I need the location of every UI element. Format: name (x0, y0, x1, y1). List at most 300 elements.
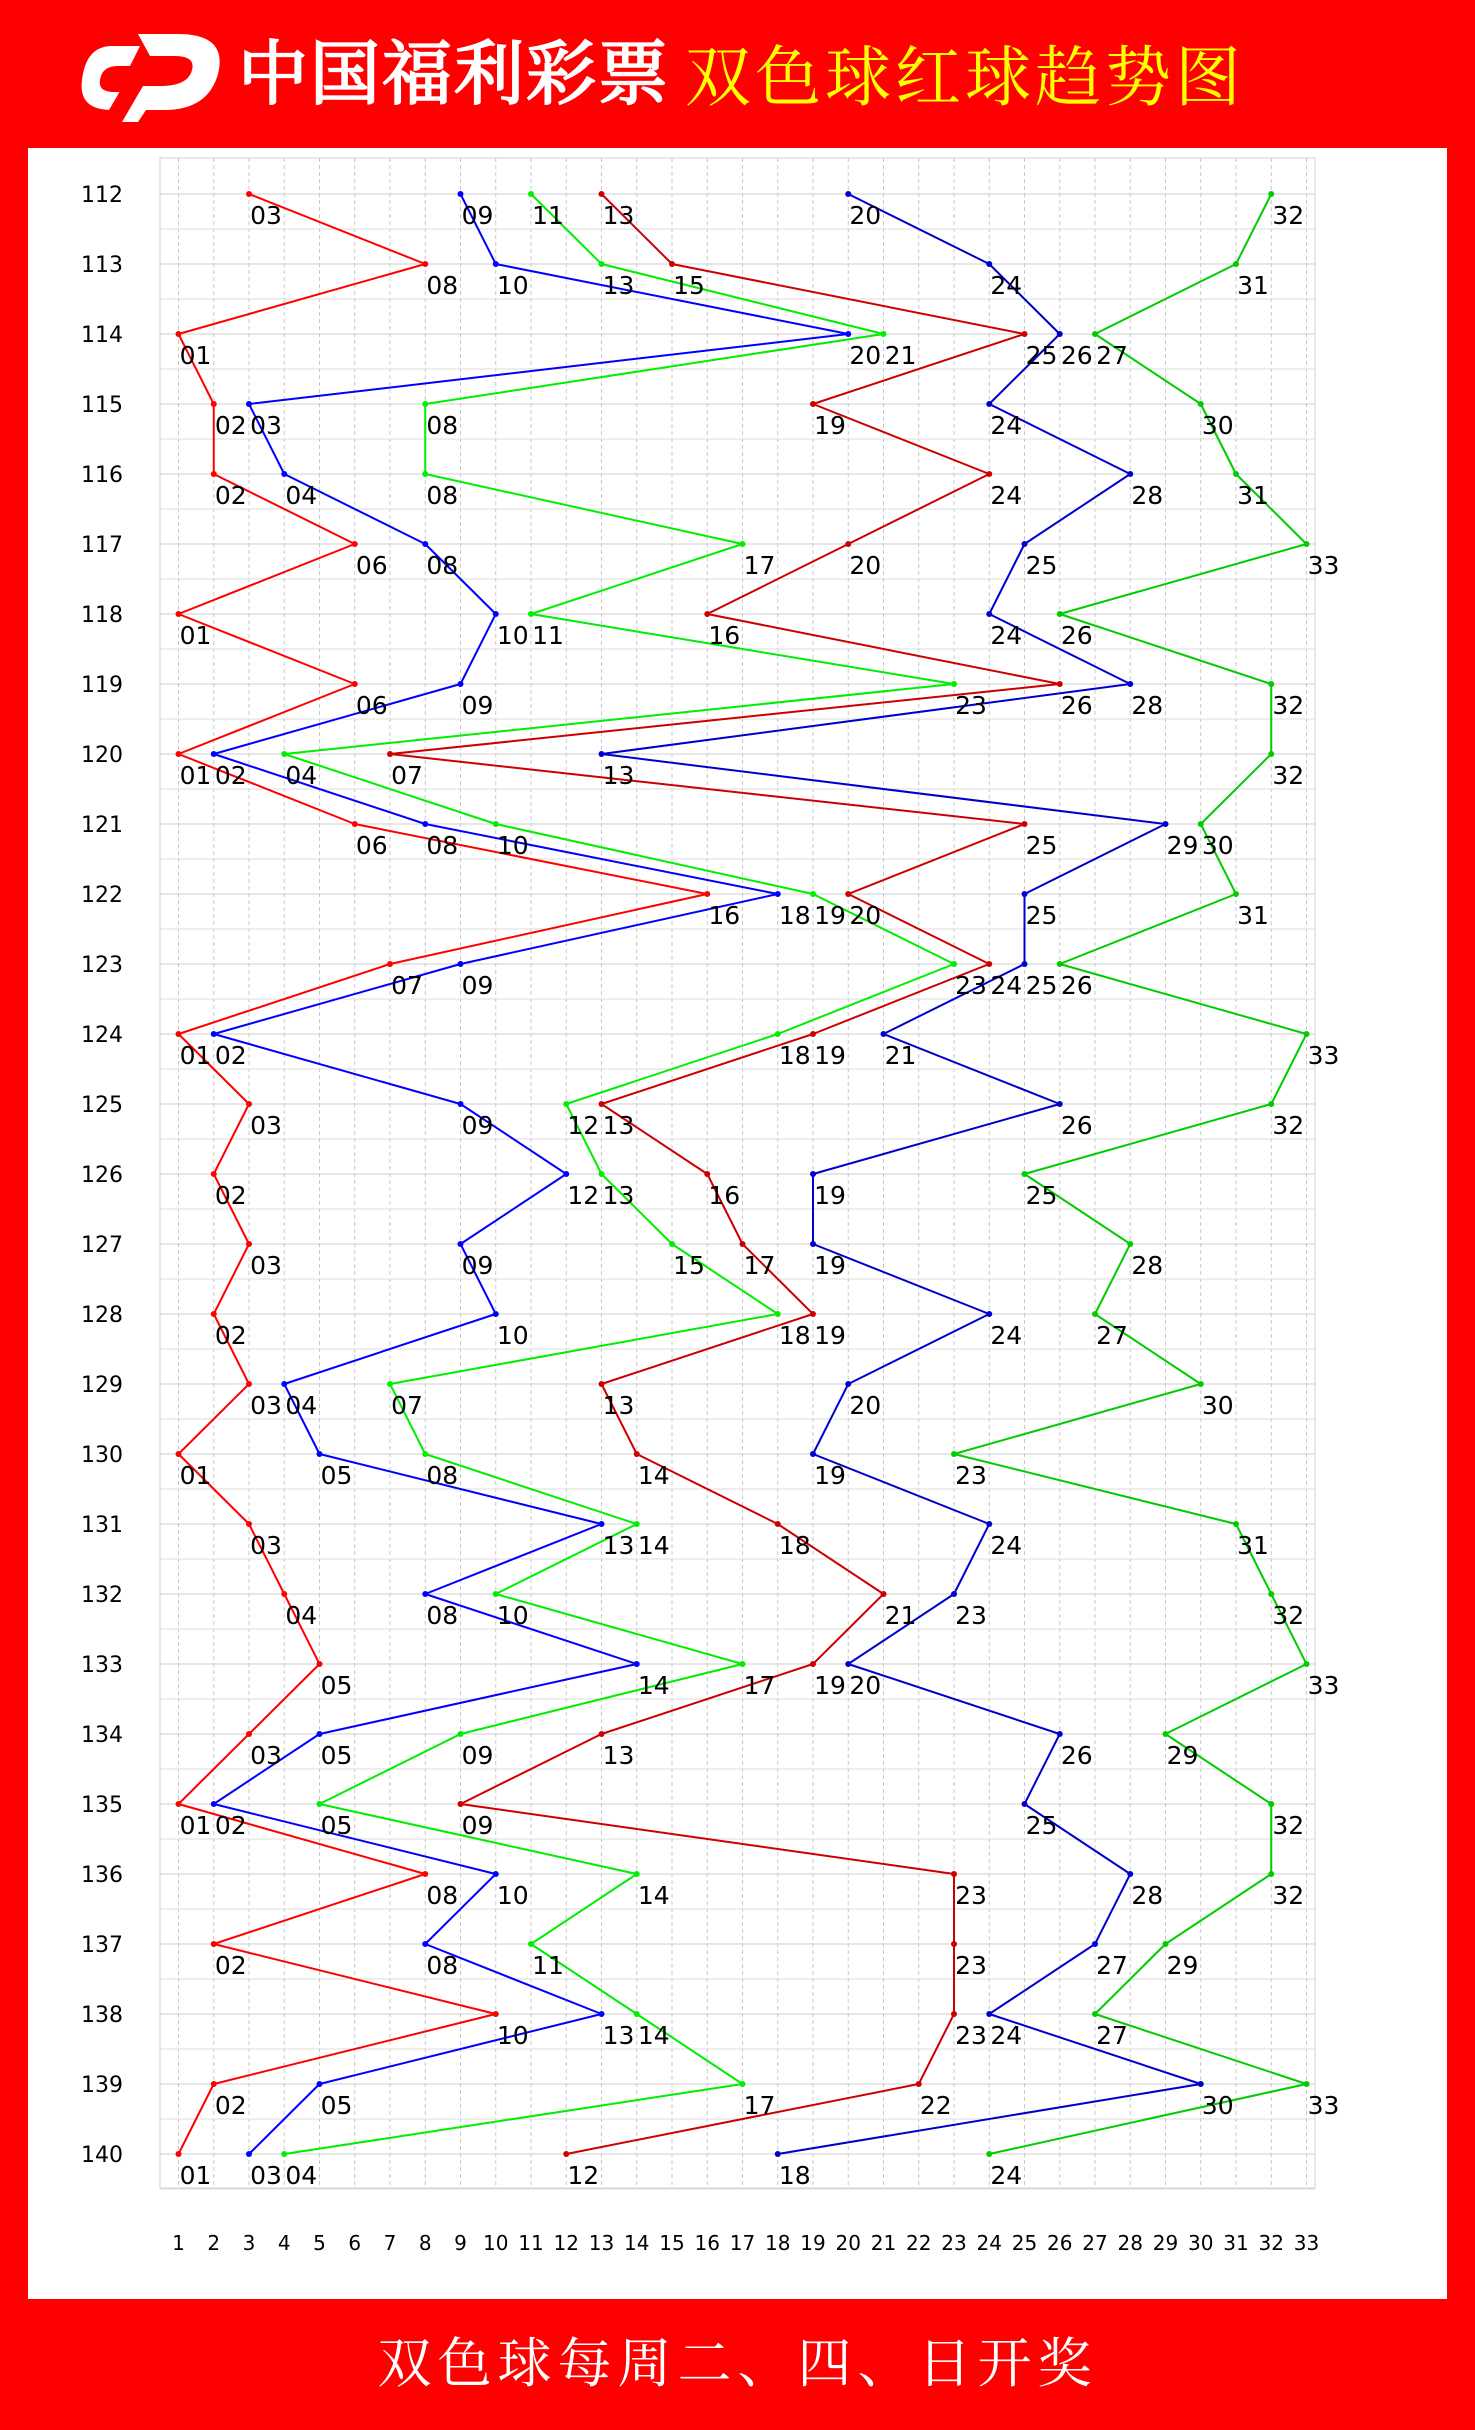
data-point (986, 1521, 992, 1527)
draw-number-label: 122 (81, 883, 123, 908)
ball-number-label: 05 (320, 2091, 353, 2120)
data-point (775, 891, 781, 897)
data-point (1092, 331, 1098, 337)
x-tick-label: 18 (765, 2231, 791, 2255)
data-point (211, 1171, 217, 1177)
draw-number-label: 136 (81, 1863, 123, 1888)
ball-number-label: 20 (849, 901, 882, 930)
ball-number-label: 18 (778, 2161, 811, 2190)
draw-number-label: 112 (81, 183, 123, 208)
data-point (951, 2011, 957, 2017)
ball-number-label: 21 (884, 341, 917, 370)
data-point (493, 1871, 499, 1877)
x-tick-label: 12 (553, 2231, 579, 2255)
data-point (845, 541, 851, 547)
data-point (951, 1941, 957, 1947)
data-point (986, 261, 992, 267)
draw-number-label: 117 (81, 533, 123, 558)
ball-number-label: 16 (708, 621, 741, 650)
ball-number-label: 31 (1237, 901, 1269, 930)
ball-number-label: 30 (1201, 411, 1234, 440)
ball-number-label: 25 (1025, 831, 1058, 860)
data-point (881, 331, 887, 337)
draw-number-label: 134 (81, 1723, 123, 1748)
ball-number-label: 10 (496, 1601, 529, 1630)
data-point (1233, 1521, 1239, 1527)
data-point (422, 1941, 428, 1947)
ball-number-label: 10 (496, 831, 529, 860)
ball-number-label: 10 (496, 1321, 529, 1350)
data-point (1163, 1941, 1169, 1947)
ball-number-label: 09 (461, 201, 494, 230)
ball-number-label: 33 (1307, 1671, 1340, 1700)
data-point (1092, 1311, 1098, 1317)
ball-number-label: 03 (250, 1741, 282, 1770)
ball-number-label: 21 (884, 1041, 917, 1070)
ball-number-label: 02 (214, 1181, 247, 1210)
data-point (1057, 331, 1063, 337)
data-point (563, 1171, 569, 1177)
x-tick-label: 22 (906, 2231, 932, 2255)
data-point (951, 1591, 957, 1597)
ball-number-label: 03 (250, 1531, 282, 1560)
ball-number-label: 30 (1201, 1391, 1234, 1420)
ball-number-label: 33 (1307, 551, 1340, 580)
x-tick-label: 33 (1293, 2231, 1320, 2255)
ball-number-label: 05 (320, 1671, 353, 1700)
data-point (634, 2011, 640, 2017)
data-point (317, 1801, 323, 1807)
ball-number-label: 32 (1272, 761, 1305, 790)
ball-number-label: 14 (637, 1531, 670, 1560)
data-point (810, 1241, 816, 1247)
data-point (775, 1031, 781, 1037)
ball-number-label: 02 (214, 1041, 247, 1070)
logo-text: 中国福利彩票 (238, 33, 670, 115)
ball-number-label: 10 (496, 2021, 529, 2050)
ball-number-label: 23 (955, 2021, 987, 2050)
ball-number-label: 13 (602, 201, 635, 230)
ball-number-label: 13 (602, 1181, 635, 1210)
data-point (422, 471, 428, 477)
data-point (493, 2011, 499, 2017)
draw-number-label: 130 (81, 1443, 123, 1468)
data-point (845, 1381, 851, 1387)
data-point (1198, 1381, 1204, 1387)
ball-number-label: 01 (179, 621, 212, 650)
data-point (352, 681, 358, 687)
ball-number-label: 02 (214, 1321, 247, 1350)
data-point (422, 1451, 428, 1457)
ball-number-label: 19 (814, 1251, 846, 1280)
data-point (669, 1241, 675, 1247)
data-point (1233, 891, 1239, 897)
data-point (211, 1311, 217, 1317)
draw-number-label: 129 (81, 1373, 123, 1398)
ball-number-label: 16 (708, 1181, 741, 1210)
data-point (775, 1521, 781, 1527)
ball-number-label: 31 (1237, 481, 1269, 510)
data-point (458, 1101, 464, 1107)
data-point (528, 611, 534, 617)
data-point (246, 1731, 252, 1737)
data-point (211, 471, 217, 477)
x-tick-label: 9 (454, 2231, 467, 2255)
data-point (1268, 1101, 1274, 1107)
draw-number-label: 115 (81, 393, 123, 418)
data-point (810, 1031, 816, 1037)
ball-number-label: 28 (1131, 691, 1164, 720)
data-point (1233, 261, 1239, 267)
data-point (458, 1241, 464, 1247)
data-point (1092, 2011, 1098, 2017)
ball-number-label: 19 (814, 1041, 846, 1070)
ball-number-label: 13 (602, 1391, 635, 1420)
trend-chart (28, 148, 1447, 2299)
draw-number-label: 114 (81, 323, 123, 348)
data-point (246, 1381, 252, 1387)
data-point (1022, 961, 1028, 967)
data-point (317, 1731, 323, 1737)
ball-number-label: 20 (849, 1391, 882, 1420)
ball-number-label: 28 (1131, 481, 1164, 510)
data-point (634, 1871, 640, 1877)
data-point (352, 541, 358, 547)
ball-number-label: 07 (391, 761, 423, 790)
draw-number-label: 140 (81, 2143, 123, 2168)
data-point (1198, 401, 1204, 407)
ball-number-label: 24 (990, 621, 1023, 650)
ball-number-label: 25 (1025, 901, 1058, 930)
data-point (246, 1101, 252, 1107)
data-point (740, 1661, 746, 1667)
ball-number-label: 09 (461, 1811, 494, 1840)
data-point (422, 401, 428, 407)
ball-number-label: 03 (250, 411, 282, 440)
x-tick-label: 24 (976, 2231, 1002, 2255)
data-point (211, 1801, 217, 1807)
page-title: 双色球红球趋势图 (685, 39, 1245, 116)
ball-number-label: 20 (849, 551, 882, 580)
ball-number-label: 19 (814, 411, 846, 440)
ball-number-label: 25 (1025, 341, 1058, 370)
data-point (810, 401, 816, 407)
data-point (176, 1801, 182, 1807)
data-point (951, 1871, 957, 1877)
data-point (422, 1591, 428, 1597)
x-tick-label: 6 (348, 2231, 362, 2255)
draw-number-label: 132 (81, 1583, 123, 1608)
data-point (845, 331, 851, 337)
data-point (634, 1451, 640, 1457)
data-point (599, 2011, 605, 2017)
data-point (458, 1801, 464, 1807)
data-point (986, 401, 992, 407)
data-point (599, 1171, 605, 1177)
ball-number-label: 02 (214, 1951, 247, 1980)
data-point (493, 1591, 499, 1597)
footer (0, 2299, 1475, 2430)
data-point (1304, 1661, 1310, 1667)
ball-number-label: 09 (461, 1111, 494, 1140)
ball-number-label: 24 (990, 2021, 1023, 2050)
x-tick-label: 25 (1011, 2231, 1038, 2255)
ball-number-label: 04 (285, 761, 318, 790)
data-point (281, 1591, 287, 1597)
draw-number-label: 133 (81, 1653, 123, 1678)
draw-number-label: 123 (81, 953, 123, 978)
ball-number-label: 17 (743, 1251, 776, 1280)
ball-number-label: 09 (461, 971, 494, 1000)
ball-number-label: 12 (567, 2161, 600, 2190)
ball-number-label: 24 (990, 1531, 1023, 1560)
ball-number-label: 32 (1272, 691, 1305, 720)
ball-number-label: 13 (602, 2021, 635, 2050)
data-point (951, 681, 957, 687)
data-point (211, 1031, 217, 1037)
data-point (951, 1451, 957, 1457)
ball-number-label: 03 (250, 2161, 282, 2190)
data-point (1022, 1171, 1028, 1177)
data-point (810, 1171, 816, 1177)
x-tick-label: 13 (588, 2231, 615, 2255)
ball-number-label: 21 (884, 1601, 917, 1630)
ball-number-label: 01 (179, 1041, 212, 1070)
data-point (1057, 1731, 1063, 1737)
data-point (1022, 541, 1028, 547)
ball-number-label: 05 (320, 1741, 353, 1770)
x-tick-label: 14 (624, 2231, 650, 2255)
ball-number-label: 29 (1166, 1951, 1199, 1980)
data-point (493, 261, 499, 267)
data-point (1022, 891, 1028, 897)
data-point (1057, 1101, 1063, 1107)
data-point (1198, 821, 1204, 827)
ball-number-label: 10 (496, 621, 529, 650)
ball-number-label: 32 (1272, 201, 1305, 230)
ball-number-label: 22 (919, 2091, 952, 2120)
data-point (986, 2011, 992, 2017)
x-tick-label: 2 (207, 2231, 221, 2255)
ball-number-label: 01 (179, 1811, 212, 1840)
data-point (1092, 1941, 1098, 1947)
data-point (599, 751, 605, 757)
data-point (810, 1451, 816, 1457)
data-point (528, 1941, 534, 1947)
ball-number-label: 19 (814, 1181, 846, 1210)
data-point (317, 2081, 323, 2087)
x-tick-label: 21 (870, 2231, 897, 2255)
data-point (986, 961, 992, 967)
ball-number-label: 11 (532, 621, 564, 650)
draw-number-label: 125 (81, 1093, 123, 1118)
trend-chart-panel (28, 148, 1447, 2299)
x-tick-label: 31 (1223, 2231, 1249, 2255)
data-point (1304, 1031, 1310, 1037)
draw-number-label: 128 (81, 1303, 123, 1328)
ball-number-label: 05 (320, 1811, 353, 1840)
data-point (387, 961, 393, 967)
data-point (986, 1311, 992, 1317)
ball-number-label: 12 (567, 1111, 600, 1140)
ball-number-label: 03 (250, 1391, 282, 1420)
ball-number-label: 27 (1096, 1321, 1128, 1350)
data-point (704, 611, 710, 617)
ball-number-label: 07 (391, 971, 423, 1000)
data-point (916, 2081, 922, 2087)
draw-number-label: 121 (81, 813, 123, 838)
data-point (845, 1661, 851, 1667)
data-point (634, 1661, 640, 1667)
data-point (1163, 821, 1169, 827)
ball-number-label: 06 (355, 831, 388, 860)
data-point (493, 611, 499, 617)
ball-number-label: 33 (1307, 1041, 1340, 1070)
data-point (1304, 2081, 1310, 2087)
ball-number-label: 20 (849, 201, 882, 230)
draw-number-label: 126 (81, 1163, 123, 1188)
ball-number-label: 19 (814, 901, 846, 930)
data-point (1127, 471, 1133, 477)
data-point (528, 191, 534, 197)
data-point (211, 401, 217, 407)
data-point (176, 751, 182, 757)
ball-number-label: 01 (179, 341, 212, 370)
data-point (704, 891, 710, 897)
x-tick-label: 30 (1188, 2231, 1214, 2255)
data-point (1268, 1591, 1274, 1597)
draw-number-label: 119 (81, 673, 123, 698)
data-point (493, 821, 499, 827)
draw-number-label: 116 (81, 463, 123, 488)
ball-number-label: 25 (1025, 1811, 1058, 1840)
ball-number-label: 18 (778, 1041, 811, 1070)
data-point (422, 261, 428, 267)
ball-number-label: 08 (426, 271, 459, 300)
data-point (458, 191, 464, 197)
ball-number-label: 08 (426, 831, 459, 860)
data-point (563, 1101, 569, 1107)
draw-number-label: 131 (81, 1513, 123, 1538)
ball-number-label: 08 (426, 411, 459, 440)
x-tick-label: 8 (418, 2231, 432, 2255)
data-point (1198, 2081, 1204, 2087)
ball-number-label: 07 (391, 1391, 423, 1420)
data-point (387, 751, 393, 757)
data-point (493, 1311, 499, 1317)
draw-number-label: 139 (81, 2073, 123, 2098)
ball-number-label: 08 (426, 481, 459, 510)
data-point (845, 891, 851, 897)
ball-number-label: 05 (320, 1461, 353, 1490)
data-point (951, 961, 957, 967)
ball-number-label: 31 (1237, 271, 1269, 300)
x-tick-label: 27 (1082, 2231, 1108, 2255)
data-point (986, 2151, 992, 2157)
data-point (246, 1241, 252, 1247)
ball-number-label: 30 (1201, 2091, 1234, 2120)
ball-number-label: 24 (990, 2161, 1023, 2190)
ball-number-label: 23 (955, 1601, 987, 1630)
ball-number-label: 29 (1166, 1741, 1199, 1770)
ball-number-label: 18 (778, 1531, 811, 1560)
ball-number-label: 26 (1060, 691, 1093, 720)
ball-number-label: 26 (1060, 1111, 1093, 1140)
ball-number-label: 27 (1096, 1951, 1128, 1980)
ball-number-label: 04 (285, 1601, 318, 1630)
draw-number-label: 138 (81, 2003, 123, 2028)
x-tick-label: 1 (172, 2231, 185, 2255)
ball-number-label: 32 (1272, 1881, 1305, 1910)
data-point (669, 261, 675, 267)
data-point (176, 611, 182, 617)
data-point (881, 1591, 887, 1597)
data-point (1022, 1801, 1028, 1807)
data-point (599, 191, 605, 197)
x-tick-label: 11 (518, 2231, 544, 2255)
x-tick-label: 29 (1152, 2231, 1179, 2255)
ball-number-label: 02 (214, 2091, 247, 2120)
data-point (422, 821, 428, 827)
data-point (1268, 681, 1274, 687)
ball-number-label: 24 (990, 411, 1023, 440)
draw-number-label: 137 (81, 1933, 123, 1958)
data-point (1304, 541, 1310, 547)
welfare-lottery-logo-icon (78, 26, 228, 126)
draw-number-label: 118 (81, 603, 123, 628)
data-point (599, 1731, 605, 1737)
ball-number-label: 27 (1096, 2021, 1128, 2050)
ball-number-label: 08 (426, 1951, 459, 1980)
ball-number-label: 09 (461, 691, 494, 720)
x-tick-label: 19 (800, 2231, 826, 2255)
ball-number-label: 04 (285, 1391, 318, 1420)
ball-number-label: 03 (250, 1111, 282, 1140)
x-tick-label: 26 (1047, 2231, 1073, 2255)
ball-number-label: 03 (250, 201, 282, 230)
ball-number-label: 23 (955, 1461, 987, 1490)
ball-number-label: 15 (673, 1251, 705, 1280)
ball-number-label: 14 (637, 1881, 670, 1910)
ball-number-label: 24 (990, 971, 1023, 1000)
ball-number-label: 19 (814, 1321, 846, 1350)
ball-number-label: 28 (1131, 1251, 1164, 1280)
ball-number-label: 09 (461, 1251, 494, 1280)
data-point (1127, 1241, 1133, 1247)
data-point (176, 2151, 182, 2157)
draw-number-label: 135 (81, 1793, 123, 1818)
ball-number-label: 27 (1096, 341, 1128, 370)
ball-number-label: 14 (637, 1461, 670, 1490)
data-point (775, 1311, 781, 1317)
data-point (1057, 611, 1063, 617)
data-point (1163, 1731, 1169, 1737)
ball-number-label: 02 (214, 1811, 247, 1840)
x-tick-label: 28 (1117, 2231, 1143, 2255)
ball-number-label: 02 (214, 481, 247, 510)
data-point (563, 2151, 569, 2157)
data-point (246, 191, 252, 197)
ball-number-label: 17 (743, 551, 776, 580)
ball-number-label: 08 (426, 1881, 459, 1910)
data-point (422, 1871, 428, 1877)
ball-number-label: 13 (602, 1741, 635, 1770)
data-point (317, 1661, 323, 1667)
data-point (810, 1311, 816, 1317)
data-point (246, 401, 252, 407)
draw-number-label: 120 (81, 743, 123, 768)
ball-number-label: 10 (496, 271, 529, 300)
